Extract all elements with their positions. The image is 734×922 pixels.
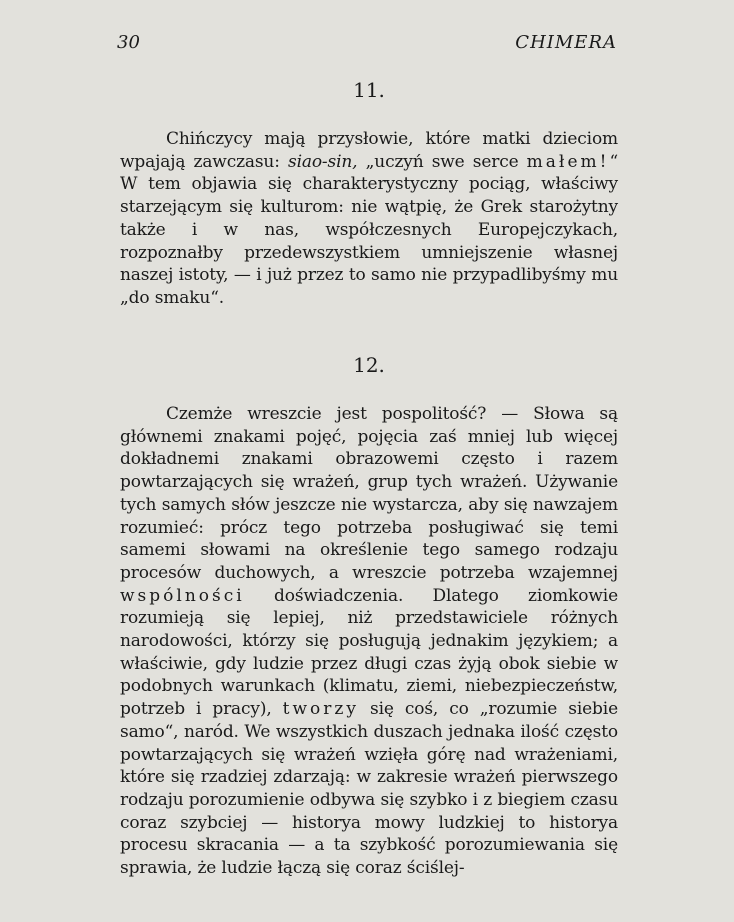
- paragraph: [120, 403, 618, 880]
- spaced-emphasis: tworzy: [282, 699, 359, 720]
- text-run: się coś, co „rozumie siebie samo“, naród. We wszystkich duszach jednaka ilość często powtarzających się wrażeń wzięła górę nad wrażeniami, które się rzadziej zdarzają: w zakresie wrażeń pierwszego rodzaju porozumienie odbywa się szybko i z biegiem czasu coraz szybciej — historya mowy ludzkiej to historya procesu skracania — a ta szybkość porozumiewania się sprawia, że ludzie łączą się coraz ściślej-: [120, 699, 618, 879]
- text-run: doświadczenia. Dlatego ziomkowie rozumieją się lepiej, niż przedstawiciele różnych narodowości, którzy się posługują jednakim językiem; a właściwie, gdy ludzie przez długi czas żyją obok siebie w podobnych warunkach (klimatu, ziemi, niebezpieczeństw, potrzeb i pracy),: [120, 585, 618, 720]
- text-run: Chińczycy mają przysłowie, które matki dzieciom wpajają zawczasu:: [120, 129, 618, 172]
- spaced-emphasis: małem!: [526, 151, 610, 172]
- italic-phrase: siao-sin,: [288, 151, 358, 172]
- running-head: [117, 32, 617, 56]
- journal-title: CHIMERA: [515, 32, 617, 53]
- text-run: „uczyń swe serce: [357, 151, 527, 172]
- page-number: 30: [117, 32, 140, 53]
- text-run: “ W tem objawia się charakterystyczny pociąg, właściwy starzejącym się kulturom: nie wątpię, że Grek starożytny także i w nas, współczesnych Europejczykach, rozpoznałby przedewszystkiem umniejszenie własnej naszej istoty, — i już przez to samo nie przypadlibyśmy mu „do smaku“.: [120, 151, 618, 308]
- section-number: 12.: [353, 353, 385, 377]
- paragraph: [120, 128, 618, 310]
- text-run: Czemże wreszcie jest pospolitość? — Słowa są głównemi znakami pojęć, pojęcia zaś mniej lub więcej dokładnemi znakami obrazowemi często i razem powtarzających się wrażeń, grup tych wrażeń. Używanie tych samych słów jeszcze nie wystarcza, aby się nawzajem rozumieć: prócz tego potrzeba posługiwać się temi samemi słowami na określenie tego samego rodzaju procesów duchowych, a wreszcie potrzeba wzajemnej: [120, 404, 618, 583]
- section-11: [120, 78, 618, 310]
- section-number: 11.: [353, 78, 385, 102]
- section-12: [120, 353, 618, 880]
- spaced-emphasis: wspólności: [120, 585, 245, 606]
